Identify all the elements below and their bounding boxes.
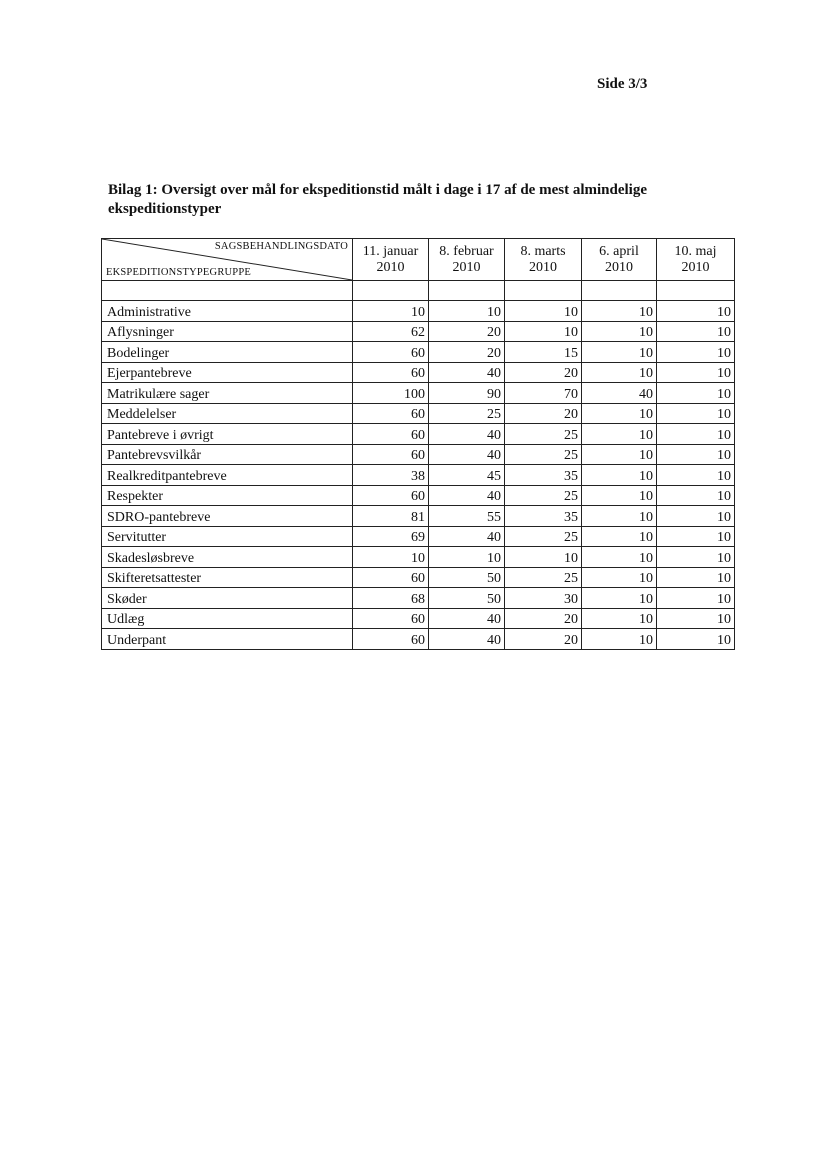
blank-cell	[353, 281, 429, 301]
target-days-cell: 10	[429, 301, 505, 322]
blank-cell	[429, 281, 505, 301]
target-days-cell: 40	[429, 608, 505, 629]
date-day: 10. maj	[674, 243, 717, 259]
header-corner-cell	[102, 239, 353, 281]
table-row	[102, 608, 735, 629]
table-row	[102, 567, 735, 588]
target-days-cell: 40	[582, 383, 657, 404]
date-year: 2010	[605, 259, 633, 275]
target-days-cell: 10	[657, 403, 735, 424]
expedition-type-name: Bodelinger	[102, 342, 353, 363]
target-days-cell: 60	[353, 424, 429, 445]
target-days-cell: 20	[505, 362, 582, 383]
table-row	[102, 526, 735, 547]
date-header	[353, 239, 429, 281]
target-days-cell: 20	[505, 403, 582, 424]
expedition-type-name: Matrikulære sager	[102, 383, 353, 404]
target-days-cell: 10	[582, 588, 657, 609]
target-days-cell: 10	[657, 383, 735, 404]
target-days-cell: 10	[657, 629, 735, 650]
expedition-type-name: Udlæg	[102, 608, 353, 629]
target-days-cell: 35	[505, 506, 582, 527]
date-day: 8. marts	[520, 243, 566, 259]
expedition-type-name: Servitutter	[102, 526, 353, 547]
target-days-cell: 10	[657, 301, 735, 322]
target-days-cell: 70	[505, 383, 582, 404]
target-days-cell: 10	[353, 547, 429, 568]
target-days-cell: 50	[429, 567, 505, 588]
target-days-cell: 40	[429, 526, 505, 547]
target-days-cell: 10	[657, 608, 735, 629]
expedition-type-name: Respekter	[102, 485, 353, 506]
blank-cell	[582, 281, 657, 301]
expedition-type-name: Aflysninger	[102, 321, 353, 342]
target-days-cell: 10	[582, 629, 657, 650]
target-days-cell: 10	[582, 547, 657, 568]
table-row	[102, 588, 735, 609]
target-days-cell: 25	[505, 567, 582, 588]
processing-time-table	[101, 238, 735, 650]
target-days-cell: 40	[429, 485, 505, 506]
table-row	[102, 321, 735, 342]
page-number: Side 3/3	[597, 76, 648, 92]
target-days-cell: 10	[657, 321, 735, 342]
table-row	[102, 403, 735, 424]
target-days-cell: 40	[429, 362, 505, 383]
target-days-cell: 62	[353, 321, 429, 342]
target-days-cell: 45	[429, 465, 505, 486]
table-row	[102, 547, 735, 568]
processing-time-table-container	[101, 238, 735, 650]
target-days-cell: 25	[429, 403, 505, 424]
target-days-cell: 10	[657, 342, 735, 363]
table-row	[102, 424, 735, 445]
expedition-type-name: Skifteretsattester	[102, 567, 353, 588]
blank-cell	[102, 281, 353, 301]
target-days-cell: 10	[657, 506, 735, 527]
blank-cell	[657, 281, 735, 301]
table-row	[102, 301, 735, 322]
target-days-cell: 60	[353, 629, 429, 650]
target-days-cell: 60	[353, 362, 429, 383]
target-days-cell: 60	[353, 444, 429, 465]
target-days-cell: 40	[429, 424, 505, 445]
target-days-cell: 55	[429, 506, 505, 527]
expedition-type-name: Meddelelser	[102, 403, 353, 424]
table-row	[102, 444, 735, 465]
target-days-cell: 20	[429, 342, 505, 363]
target-days-cell: 30	[505, 588, 582, 609]
target-days-cell: 60	[353, 342, 429, 363]
target-days-cell: 60	[353, 485, 429, 506]
target-days-cell: 10	[582, 506, 657, 527]
target-days-cell: 10	[505, 301, 582, 322]
target-days-cell: 60	[353, 608, 429, 629]
target-days-cell: 10	[657, 465, 735, 486]
target-days-cell: 10	[657, 588, 735, 609]
target-days-cell: 40	[429, 629, 505, 650]
target-days-cell: 10	[582, 362, 657, 383]
date-year: 2010	[452, 259, 481, 275]
target-days-cell: 60	[353, 567, 429, 588]
table-row	[102, 506, 735, 527]
page-title: Bilag 1: Oversigt over mål for ekspeditionstid målt i dage i 17 af de mest almindelige ekspeditionstyper	[108, 182, 647, 217]
target-days-cell: 25	[505, 424, 582, 445]
date-day: 11. januar	[362, 243, 419, 259]
date-day: 8. februar	[439, 243, 494, 259]
target-days-cell: 10	[505, 547, 582, 568]
date-header	[582, 239, 657, 281]
target-days-cell: 10	[582, 301, 657, 322]
target-days-cell: 10	[582, 567, 657, 588]
target-days-cell: 10	[505, 321, 582, 342]
expedition-type-name: Pantebreve i øvrigt	[102, 424, 353, 445]
date-header	[505, 239, 582, 281]
target-days-cell: 10	[582, 444, 657, 465]
target-days-cell: 10	[582, 424, 657, 445]
target-days-cell: 38	[353, 465, 429, 486]
target-days-cell: 10	[657, 526, 735, 547]
target-days-cell: 10	[582, 485, 657, 506]
target-days-cell: 10	[657, 424, 735, 445]
row-axis-label: EKSPEDITIONSTYPEGRUPPE	[106, 267, 251, 278]
target-days-cell: 10	[353, 301, 429, 322]
target-days-cell: 10	[657, 547, 735, 568]
expedition-type-name: Skøder	[102, 588, 353, 609]
expedition-type-name: Administrative	[102, 301, 353, 322]
date-year: 2010	[529, 259, 557, 275]
table-row	[102, 383, 735, 404]
blank-cell	[505, 281, 582, 301]
target-days-cell: 100	[353, 383, 429, 404]
date-year: 2010	[376, 259, 405, 275]
table-row	[102, 485, 735, 506]
target-days-cell: 68	[353, 588, 429, 609]
table-row	[102, 362, 735, 383]
expedition-type-name: Pantebrevsvilkår	[102, 444, 353, 465]
expedition-type-name: SDRO-pantebreve	[102, 506, 353, 527]
target-days-cell: 25	[505, 485, 582, 506]
target-days-cell: 20	[505, 608, 582, 629]
table-row	[102, 465, 735, 486]
table-row	[102, 629, 735, 650]
date-header	[657, 239, 735, 281]
header-row	[102, 239, 735, 281]
target-days-cell: 81	[353, 506, 429, 527]
target-days-cell: 10	[582, 403, 657, 424]
target-days-cell: 10	[582, 342, 657, 363]
target-days-cell: 90	[429, 383, 505, 404]
table-row	[102, 342, 735, 363]
target-days-cell: 10	[657, 485, 735, 506]
target-days-cell: 10	[582, 608, 657, 629]
date-header	[429, 239, 505, 281]
expedition-type-name: Underpant	[102, 629, 353, 650]
target-days-cell: 20	[505, 629, 582, 650]
target-days-cell: 10	[582, 526, 657, 547]
target-days-cell: 10	[657, 567, 735, 588]
expedition-type-name: Skadesløsbreve	[102, 547, 353, 568]
target-days-cell: 60	[353, 403, 429, 424]
target-days-cell: 10	[429, 547, 505, 568]
target-days-cell: 10	[582, 465, 657, 486]
target-days-cell: 10	[582, 321, 657, 342]
expedition-type-name: Ejerpantebreve	[102, 362, 353, 383]
target-days-cell: 69	[353, 526, 429, 547]
target-days-cell: 25	[505, 444, 582, 465]
target-days-cell: 35	[505, 465, 582, 486]
target-days-cell: 10	[657, 444, 735, 465]
target-days-cell: 25	[505, 526, 582, 547]
expedition-type-name: Realkreditpantebreve	[102, 465, 353, 486]
target-days-cell: 15	[505, 342, 582, 363]
target-days-cell: 20	[429, 321, 505, 342]
target-days-cell: 50	[429, 588, 505, 609]
column-axis-label: SAGSBEHANDLINGSDATO	[214, 241, 348, 252]
date-year: 2010	[681, 259, 710, 275]
date-day: 6. april	[599, 243, 639, 259]
target-days-cell: 40	[429, 444, 505, 465]
target-days-cell: 10	[657, 362, 735, 383]
blank-row	[102, 281, 735, 301]
